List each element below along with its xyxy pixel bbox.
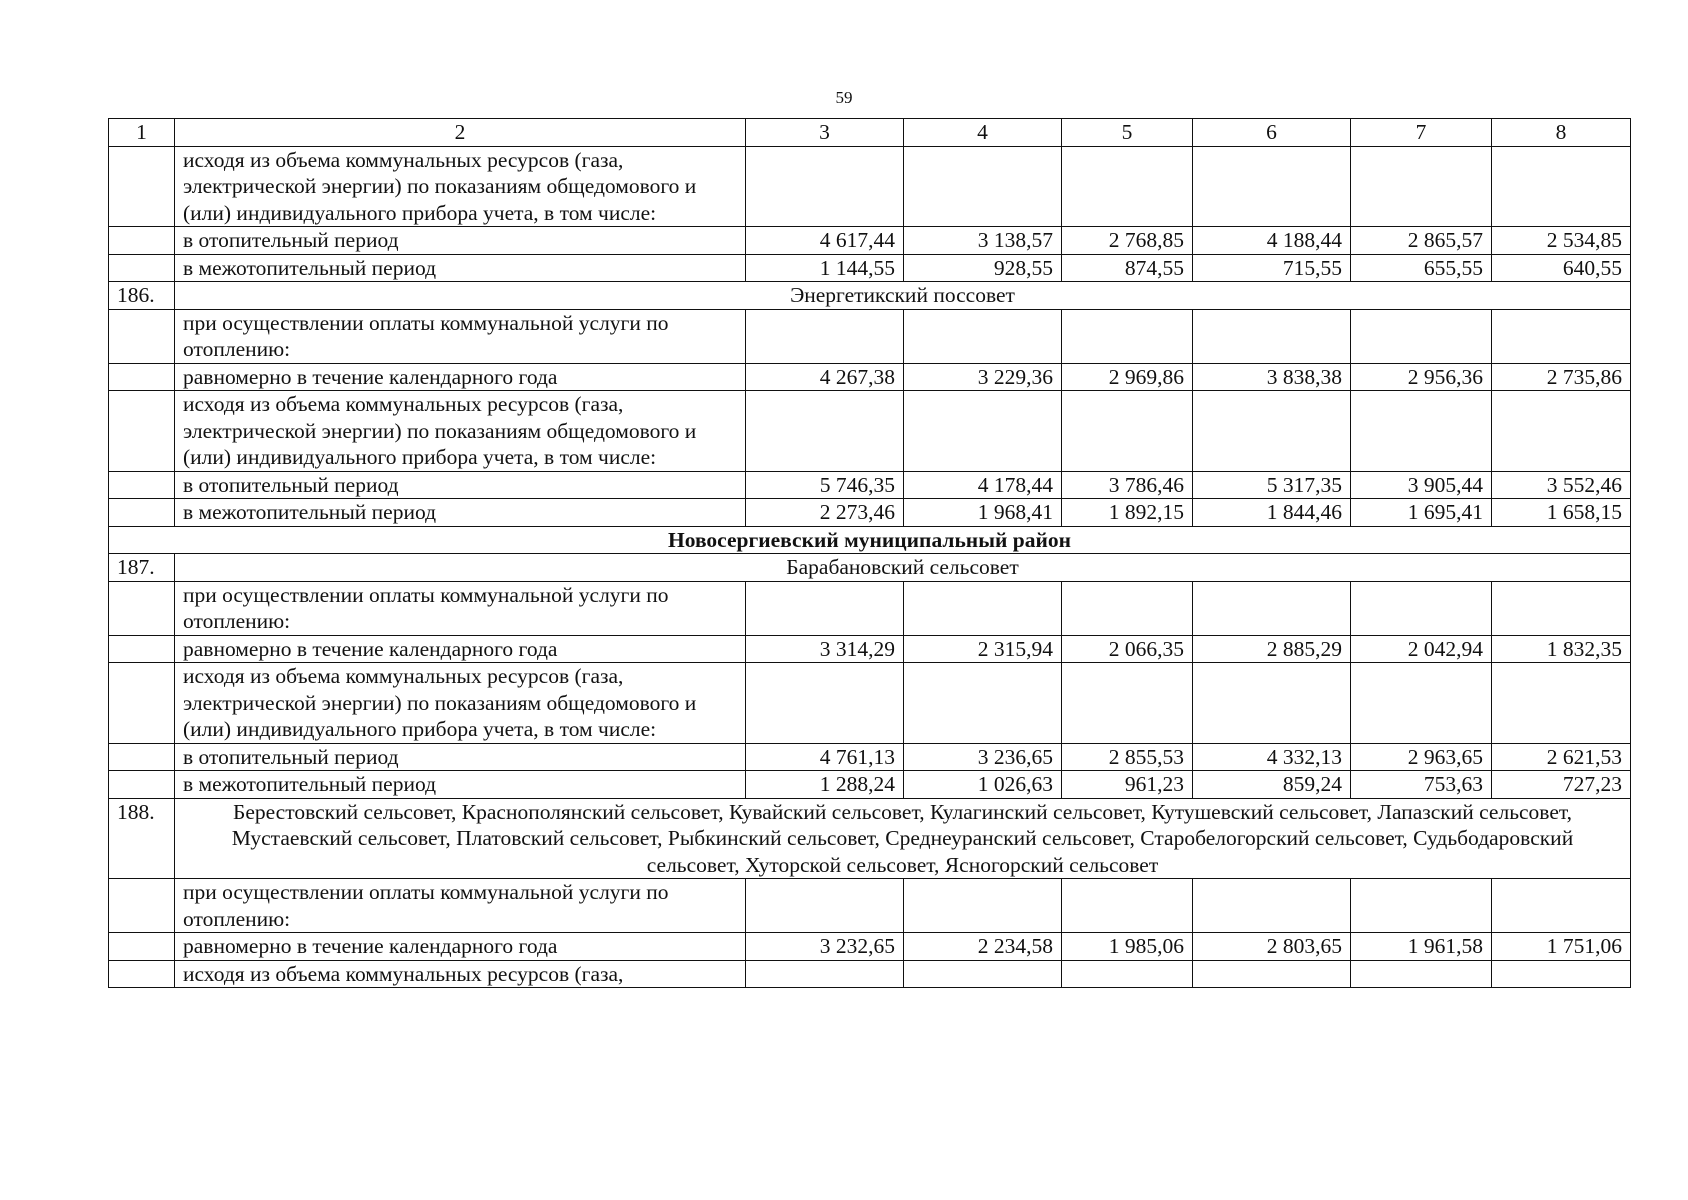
value-cell bbox=[1492, 391, 1631, 472]
value-cell: 1 985,06 bbox=[1062, 933, 1193, 961]
value-cell: 1 695,41 bbox=[1351, 499, 1492, 527]
table-row bbox=[109, 471, 1631, 499]
value-cell bbox=[1193, 581, 1351, 635]
value-cell: 1 961,58 bbox=[1351, 933, 1492, 961]
value-cell: 715,55 bbox=[1193, 254, 1351, 282]
row-label-cell: в отопительный период bbox=[175, 227, 746, 255]
value-cell: 5 746,35 bbox=[746, 471, 904, 499]
section-number-cell: 186. bbox=[109, 282, 175, 310]
value-cell: 2 768,85 bbox=[1062, 227, 1193, 255]
value-cell: 2 042,94 bbox=[1351, 635, 1492, 663]
value-cell: 640,55 bbox=[1492, 254, 1631, 282]
row-label-cell: при осуществлении оплаты коммунальной услуги по отоплению: bbox=[175, 581, 746, 635]
row-number-cell bbox=[109, 363, 175, 391]
row-number-cell bbox=[109, 309, 175, 363]
column-header: 8 bbox=[1492, 119, 1631, 147]
table-row bbox=[109, 933, 1631, 961]
section-row bbox=[109, 554, 1631, 582]
value-cell: 1 968,41 bbox=[904, 499, 1062, 527]
value-cell bbox=[904, 879, 1062, 933]
value-cell: 4 332,13 bbox=[1193, 743, 1351, 771]
value-cell: 3 552,46 bbox=[1492, 471, 1631, 499]
row-label-cell: исходя из объема коммунальных ресурсов (газа, электрической энергии) по показаниям общедомового и (или) индивидуального прибора учета, в том числе: bbox=[175, 391, 746, 472]
value-cell bbox=[1062, 309, 1193, 363]
row-label-cell: исходя из объема коммунальных ресурсов (газа, электрической энергии) по показаниям общедомового и (или) индивидуального прибора учета, в том числе: bbox=[175, 663, 746, 744]
value-cell: 2 534,85 bbox=[1492, 227, 1631, 255]
value-cell: 4 188,44 bbox=[1193, 227, 1351, 255]
row-label-cell: в межотопительный период bbox=[175, 254, 746, 282]
table-row bbox=[109, 743, 1631, 771]
value-cell: 753,63 bbox=[1351, 771, 1492, 799]
row-label-cell: равномерно в течение календарного года bbox=[175, 363, 746, 391]
column-header: 7 bbox=[1351, 119, 1492, 147]
table-row bbox=[109, 499, 1631, 527]
value-cell: 3 236,65 bbox=[904, 743, 1062, 771]
value-cell: 2 969,86 bbox=[1062, 363, 1193, 391]
value-cell bbox=[1492, 581, 1631, 635]
value-cell bbox=[1062, 146, 1193, 227]
column-header-row bbox=[109, 119, 1631, 147]
value-cell: 2 865,57 bbox=[1351, 227, 1492, 255]
table-row bbox=[109, 309, 1631, 363]
value-cell: 2 885,29 bbox=[1193, 635, 1351, 663]
value-cell bbox=[1492, 960, 1631, 988]
value-cell: 1 832,35 bbox=[1492, 635, 1631, 663]
value-cell: 3 905,44 bbox=[1351, 471, 1492, 499]
value-cell bbox=[1062, 581, 1193, 635]
column-header: 6 bbox=[1193, 119, 1351, 147]
row-number-cell bbox=[109, 581, 175, 635]
value-cell bbox=[1351, 581, 1492, 635]
value-cell: 1 026,63 bbox=[904, 771, 1062, 799]
section-row bbox=[109, 798, 1631, 879]
table-row bbox=[109, 771, 1631, 799]
value-cell: 4 617,44 bbox=[746, 227, 904, 255]
value-cell bbox=[1351, 960, 1492, 988]
section-title-cell: Барабановский сельсовет bbox=[175, 554, 1631, 582]
row-number-cell bbox=[109, 743, 175, 771]
value-cell bbox=[1193, 960, 1351, 988]
value-cell: 1 844,46 bbox=[1193, 499, 1351, 527]
row-number-cell bbox=[109, 960, 175, 988]
table-row bbox=[109, 227, 1631, 255]
value-cell: 3 138,57 bbox=[904, 227, 1062, 255]
value-cell: 1 144,55 bbox=[746, 254, 904, 282]
value-cell: 2 273,46 bbox=[746, 499, 904, 527]
value-cell bbox=[1351, 146, 1492, 227]
table-row bbox=[109, 254, 1631, 282]
value-cell bbox=[1193, 879, 1351, 933]
page-number: 59 bbox=[835, 88, 853, 107]
value-cell: 2 621,53 bbox=[1492, 743, 1631, 771]
value-cell: 4 178,44 bbox=[904, 471, 1062, 499]
row-number-cell bbox=[109, 635, 175, 663]
value-cell: 2 234,58 bbox=[904, 933, 1062, 961]
value-cell: 3 314,29 bbox=[746, 635, 904, 663]
table-row bbox=[109, 146, 1631, 227]
row-number-cell bbox=[109, 663, 175, 744]
value-cell bbox=[1351, 391, 1492, 472]
value-cell: 3 838,38 bbox=[1193, 363, 1351, 391]
row-label-cell: в отопительный период bbox=[175, 471, 746, 499]
value-cell bbox=[746, 581, 904, 635]
value-cell: 3 229,36 bbox=[904, 363, 1062, 391]
value-cell bbox=[746, 391, 904, 472]
value-cell bbox=[904, 391, 1062, 472]
value-cell: 2 803,65 bbox=[1193, 933, 1351, 961]
value-cell bbox=[1062, 960, 1193, 988]
table-row bbox=[109, 581, 1631, 635]
row-number-cell bbox=[109, 227, 175, 255]
district-row bbox=[109, 526, 1631, 554]
table-row bbox=[109, 635, 1631, 663]
value-cell bbox=[746, 146, 904, 227]
section-number-cell: 187. bbox=[109, 554, 175, 582]
value-cell bbox=[1492, 309, 1631, 363]
value-cell bbox=[1492, 146, 1631, 227]
value-cell bbox=[904, 309, 1062, 363]
row-label-cell: равномерно в течение календарного года bbox=[175, 635, 746, 663]
value-cell: 1 288,24 bbox=[746, 771, 904, 799]
value-cell bbox=[1351, 309, 1492, 363]
value-cell: 727,23 bbox=[1492, 771, 1631, 799]
column-header: 5 bbox=[1062, 119, 1193, 147]
value-cell: 2 963,65 bbox=[1351, 743, 1492, 771]
value-cell bbox=[1193, 663, 1351, 744]
section-title-cell: Энергетикский поссовет bbox=[175, 282, 1631, 310]
section-row bbox=[109, 282, 1631, 310]
row-label-cell: при осуществлении оплаты коммунальной услуги по отоплению: bbox=[175, 309, 746, 363]
value-cell: 2 315,94 bbox=[904, 635, 1062, 663]
row-number-cell bbox=[109, 933, 175, 961]
value-cell bbox=[1351, 879, 1492, 933]
section-number-cell: 188. bbox=[109, 798, 175, 879]
value-cell bbox=[746, 879, 904, 933]
value-cell: 5 317,35 bbox=[1193, 471, 1351, 499]
value-cell bbox=[1062, 391, 1193, 472]
row-label-cell: в межотопительный период bbox=[175, 771, 746, 799]
value-cell: 3 786,46 bbox=[1062, 471, 1193, 499]
value-cell bbox=[746, 663, 904, 744]
value-cell: 4 267,38 bbox=[746, 363, 904, 391]
table-row bbox=[109, 879, 1631, 933]
value-cell: 1 751,06 bbox=[1492, 933, 1631, 961]
district-title-cell: Новосергиевский муниципальный район bbox=[109, 526, 1631, 554]
row-label-cell: в межотопительный период bbox=[175, 499, 746, 527]
value-cell bbox=[1062, 663, 1193, 744]
tariff-table bbox=[108, 118, 1631, 988]
row-number-cell bbox=[109, 471, 175, 499]
row-number-cell bbox=[109, 146, 175, 227]
value-cell: 859,24 bbox=[1193, 771, 1351, 799]
value-cell: 3 232,65 bbox=[746, 933, 904, 961]
table-row bbox=[109, 363, 1631, 391]
value-cell bbox=[746, 960, 904, 988]
value-cell: 4 761,13 bbox=[746, 743, 904, 771]
value-cell bbox=[746, 309, 904, 363]
value-cell bbox=[904, 146, 1062, 227]
value-cell bbox=[1062, 879, 1193, 933]
column-header: 2 bbox=[175, 119, 746, 147]
row-label-cell: исходя из объема коммунальных ресурсов (газа, электрической энергии) по показаниям общедомового и (или) индивидуального прибора учета, в том числе: bbox=[175, 146, 746, 227]
row-label-cell: при осуществлении оплаты коммунальной услуги по отоплению: bbox=[175, 879, 746, 933]
value-cell: 874,55 bbox=[1062, 254, 1193, 282]
value-cell bbox=[904, 663, 1062, 744]
value-cell: 961,23 bbox=[1062, 771, 1193, 799]
row-number-cell bbox=[109, 771, 175, 799]
section-title-cell: Берестовский сельсовет, Краснополянский сельсовет, Кувайский сельсовет, Кулагинский сельсовет, Кутушевский сельсовет, Лапазский сельсовет, Мустаевский сельсовет, Платовский сельсовет, Рыбкинский сельсовет, Среднеуранский сельсовет, Старобелогорский сельсовет, Судьбодаровский сельсовет, Хуторской сельсовет, Ясногорский сельсовет bbox=[175, 798, 1631, 879]
row-number-cell bbox=[109, 499, 175, 527]
value-cell: 2 735,86 bbox=[1492, 363, 1631, 391]
value-cell: 2 956,36 bbox=[1351, 363, 1492, 391]
table-row bbox=[109, 663, 1631, 744]
value-cell bbox=[1193, 309, 1351, 363]
column-header: 3 bbox=[746, 119, 904, 147]
value-cell bbox=[904, 581, 1062, 635]
table-body bbox=[109, 119, 1631, 988]
column-header: 1 bbox=[109, 119, 175, 147]
value-cell: 928,55 bbox=[904, 254, 1062, 282]
table-row bbox=[109, 960, 1631, 988]
row-number-cell bbox=[109, 879, 175, 933]
value-cell bbox=[1492, 663, 1631, 744]
value-cell bbox=[1492, 879, 1631, 933]
row-label-cell: исходя из объема коммунальных ресурсов (газа, bbox=[175, 960, 746, 988]
value-cell: 2 066,35 bbox=[1062, 635, 1193, 663]
value-cell bbox=[904, 960, 1062, 988]
row-number-cell bbox=[109, 254, 175, 282]
value-cell: 2 855,53 bbox=[1062, 743, 1193, 771]
column-header: 4 bbox=[904, 119, 1062, 147]
row-label-cell: в отопительный период bbox=[175, 743, 746, 771]
row-label-cell: равномерно в течение календарного года bbox=[175, 933, 746, 961]
value-cell: 1 892,15 bbox=[1062, 499, 1193, 527]
table-row bbox=[109, 391, 1631, 472]
row-number-cell bbox=[109, 391, 175, 472]
value-cell bbox=[1351, 663, 1492, 744]
value-cell bbox=[1193, 146, 1351, 227]
value-cell bbox=[1193, 391, 1351, 472]
value-cell: 655,55 bbox=[1351, 254, 1492, 282]
value-cell: 1 658,15 bbox=[1492, 499, 1631, 527]
